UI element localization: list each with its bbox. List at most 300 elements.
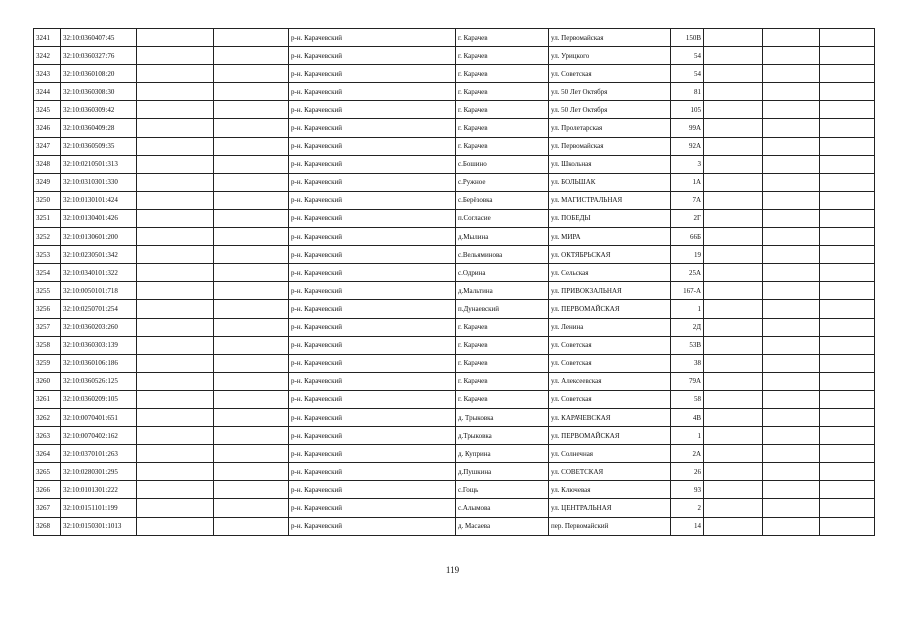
street-cell: ул. МИРА	[549, 228, 671, 246]
empty-cell	[704, 463, 763, 481]
table-row	[34, 282, 875, 300]
district-cell: р-н. Карачевский	[289, 119, 456, 137]
empty-cell	[137, 499, 214, 517]
settlement-cell: г. Карачев	[456, 372, 549, 390]
empty-cell	[763, 318, 820, 336]
table-row	[34, 336, 875, 354]
street-cell: ул. Советская	[549, 65, 671, 83]
settlement-cell: с.Алымова	[456, 499, 549, 517]
empty-cell	[763, 209, 820, 227]
empty-cell	[704, 445, 763, 463]
table-row	[34, 155, 875, 173]
street-cell: ул. ЦЕНТРАЛЬНАЯ	[549, 499, 671, 517]
page-number: 119	[445, 565, 460, 575]
empty-cell	[137, 209, 214, 227]
house-number-cell: 58	[671, 390, 704, 408]
table-row	[34, 481, 875, 499]
empty-cell	[214, 83, 289, 101]
empty-cell	[820, 517, 875, 535]
district-cell: р-н. Карачевский	[289, 517, 456, 535]
empty-cell	[214, 318, 289, 336]
district-cell: р-н. Карачевский	[289, 463, 456, 481]
empty-cell	[763, 65, 820, 83]
row-number-cell: 3251	[34, 209, 61, 227]
empty-cell	[137, 517, 214, 535]
empty-cell	[214, 264, 289, 282]
street-cell: ул. Советская	[549, 336, 671, 354]
row-number-cell: 3257	[34, 318, 61, 336]
street-cell: ул. Алексеевская	[549, 372, 671, 390]
empty-cell	[820, 372, 875, 390]
house-number-cell: 81	[671, 83, 704, 101]
street-cell: ул. ПЕРВОМАЙСКАЯ	[549, 427, 671, 445]
row-number-cell: 3264	[34, 445, 61, 463]
house-number-cell: 14	[671, 517, 704, 535]
empty-cell	[763, 47, 820, 65]
empty-cell	[763, 463, 820, 481]
settlement-cell: г. Карачев	[456, 101, 549, 119]
empty-cell	[704, 336, 763, 354]
empty-cell	[763, 155, 820, 173]
row-number-cell: 3261	[34, 390, 61, 408]
empty-cell	[704, 101, 763, 119]
district-cell: р-н. Карачевский	[289, 173, 456, 191]
empty-cell	[214, 445, 289, 463]
row-number-cell: 3250	[34, 191, 61, 209]
house-number-cell: 53В	[671, 336, 704, 354]
empty-cell	[137, 282, 214, 300]
district-cell: р-н. Карачевский	[289, 209, 456, 227]
empty-cell	[704, 173, 763, 191]
registry-table	[33, 28, 875, 536]
empty-cell	[820, 390, 875, 408]
empty-cell	[214, 119, 289, 137]
house-number-cell: 1А	[671, 173, 704, 191]
row-number-cell: 3256	[34, 300, 61, 318]
house-number-cell: 54	[671, 65, 704, 83]
empty-cell	[214, 101, 289, 119]
settlement-cell: с.Одрина	[456, 264, 549, 282]
empty-cell	[820, 47, 875, 65]
empty-cell	[820, 29, 875, 47]
empty-cell	[137, 445, 214, 463]
empty-cell	[137, 463, 214, 481]
street-cell: ул. Школьная	[549, 155, 671, 173]
empty-cell	[214, 47, 289, 65]
cadastral-number-cell: 32:10:0370101:263	[61, 445, 137, 463]
empty-cell	[820, 246, 875, 264]
cadastral-number-cell: 32:10:0360409:28	[61, 119, 137, 137]
house-number-cell: 4В	[671, 408, 704, 426]
empty-cell	[763, 517, 820, 535]
empty-cell	[137, 101, 214, 119]
empty-cell	[214, 137, 289, 155]
empty-cell	[214, 336, 289, 354]
row-number-cell: 3265	[34, 463, 61, 481]
empty-cell	[820, 354, 875, 372]
empty-cell	[704, 29, 763, 47]
empty-cell	[214, 481, 289, 499]
empty-cell	[704, 300, 763, 318]
empty-cell	[137, 390, 214, 408]
street-cell: ул. 50 Лет Октября	[549, 83, 671, 101]
settlement-cell: д.Мальтина	[456, 282, 549, 300]
cadastral-number-cell: 32:10:0130601:200	[61, 228, 137, 246]
cadastral-number-cell: 32:10:0360327:76	[61, 47, 137, 65]
street-cell: ул. Ленина	[549, 318, 671, 336]
empty-cell	[704, 155, 763, 173]
house-number-cell: 2Г	[671, 209, 704, 227]
empty-cell	[763, 119, 820, 137]
empty-cell	[820, 101, 875, 119]
table-row	[34, 228, 875, 246]
empty-cell	[820, 445, 875, 463]
empty-cell	[704, 264, 763, 282]
house-number-cell: 92А	[671, 137, 704, 155]
house-number-cell: 1	[671, 300, 704, 318]
row-number-cell: 3266	[34, 481, 61, 499]
settlement-cell: с.Бошино	[456, 155, 549, 173]
settlement-cell: д.Трыковка	[456, 427, 549, 445]
cadastral-number-cell: 32:10:0250701:254	[61, 300, 137, 318]
table-row	[34, 173, 875, 191]
empty-cell	[763, 191, 820, 209]
settlement-cell: д.Пушкина	[456, 463, 549, 481]
table-row	[34, 191, 875, 209]
empty-cell	[820, 137, 875, 155]
street-cell: ул. ПРИВОКЗАЛЬНАЯ	[549, 282, 671, 300]
cadastral-number-cell: 32:10:0050101:718	[61, 282, 137, 300]
empty-cell	[137, 173, 214, 191]
empty-cell	[214, 354, 289, 372]
table-row	[34, 29, 875, 47]
house-number-cell: 99А	[671, 119, 704, 137]
district-cell: р-н. Карачевский	[289, 83, 456, 101]
district-cell: р-н. Карачевский	[289, 29, 456, 47]
empty-cell	[214, 282, 289, 300]
settlement-cell: д. Куприна	[456, 445, 549, 463]
settlement-cell: д. Масаева	[456, 517, 549, 535]
cadastral-number-cell: 32:10:0310301:330	[61, 173, 137, 191]
empty-cell	[137, 300, 214, 318]
settlement-cell: с.Ружное	[456, 173, 549, 191]
empty-cell	[763, 372, 820, 390]
empty-cell	[763, 499, 820, 517]
empty-cell	[137, 318, 214, 336]
empty-cell	[763, 481, 820, 499]
empty-cell	[137, 119, 214, 137]
settlement-cell: с.Гощь	[456, 481, 549, 499]
empty-cell	[137, 155, 214, 173]
empty-cell	[214, 517, 289, 535]
empty-cell	[214, 390, 289, 408]
settlement-cell: г. Карачев	[456, 29, 549, 47]
empty-cell	[214, 463, 289, 481]
settlement-cell: д.Мылина	[456, 228, 549, 246]
empty-cell	[137, 29, 214, 47]
empty-cell	[704, 137, 763, 155]
empty-cell	[763, 427, 820, 445]
settlement-cell: д. Трыковка	[456, 408, 549, 426]
row-number-cell: 3258	[34, 336, 61, 354]
district-cell: р-н. Карачевский	[289, 300, 456, 318]
row-number-cell: 3267	[34, 499, 61, 517]
table-row	[34, 463, 875, 481]
empty-cell	[763, 282, 820, 300]
empty-cell	[214, 65, 289, 83]
cadastral-number-cell: 32:10:0360509:35	[61, 137, 137, 155]
empty-cell	[704, 481, 763, 499]
row-number-cell: 3242	[34, 47, 61, 65]
table-row	[34, 318, 875, 336]
house-number-cell: 26	[671, 463, 704, 481]
row-number-cell: 3248	[34, 155, 61, 173]
empty-cell	[704, 47, 763, 65]
empty-cell	[137, 47, 214, 65]
row-number-cell: 3253	[34, 246, 61, 264]
cadastral-number-cell: 32:10:0130101:424	[61, 191, 137, 209]
district-cell: р-н. Карачевский	[289, 47, 456, 65]
empty-cell	[214, 300, 289, 318]
street-cell: ул. Сельская	[549, 264, 671, 282]
row-number-cell: 3247	[34, 137, 61, 155]
empty-cell	[820, 499, 875, 517]
street-cell: ул. ПОБЕДЫ	[549, 209, 671, 227]
district-cell: р-н. Карачевский	[289, 65, 456, 83]
cadastral-number-cell: 32:10:0150301:1013	[61, 517, 137, 535]
settlement-cell: г. Карачев	[456, 47, 549, 65]
empty-cell	[214, 499, 289, 517]
district-cell: р-н. Карачевский	[289, 336, 456, 354]
table-row	[34, 300, 875, 318]
empty-cell	[137, 228, 214, 246]
empty-cell	[763, 300, 820, 318]
house-number-cell: 2	[671, 499, 704, 517]
empty-cell	[137, 336, 214, 354]
table-row	[34, 101, 875, 119]
cadastral-number-cell: 32:10:0151101:199	[61, 499, 137, 517]
street-cell: ул. Советская	[549, 390, 671, 408]
district-cell: р-н. Карачевский	[289, 228, 456, 246]
table-row	[34, 65, 875, 83]
empty-cell	[820, 209, 875, 227]
empty-cell	[704, 517, 763, 535]
street-cell: ул. БОЛЬШАК	[549, 173, 671, 191]
empty-cell	[820, 427, 875, 445]
table-row	[34, 408, 875, 426]
house-number-cell: 1	[671, 427, 704, 445]
district-cell: р-н. Карачевский	[289, 372, 456, 390]
empty-cell	[704, 372, 763, 390]
empty-cell	[763, 408, 820, 426]
empty-cell	[137, 246, 214, 264]
table-row	[34, 137, 875, 155]
empty-cell	[820, 318, 875, 336]
empty-cell	[137, 191, 214, 209]
house-number-cell: 93	[671, 481, 704, 499]
table-row	[34, 209, 875, 227]
street-cell: ул. МАГИСТРАЛЬНАЯ	[549, 191, 671, 209]
district-cell: р-н. Карачевский	[289, 137, 456, 155]
settlement-cell: г. Карачев	[456, 83, 549, 101]
empty-cell	[763, 445, 820, 463]
row-number-cell: 3249	[34, 173, 61, 191]
empty-cell	[214, 155, 289, 173]
empty-cell	[137, 83, 214, 101]
row-number-cell: 3252	[34, 228, 61, 246]
settlement-cell: п.Дунаевский	[456, 300, 549, 318]
empty-cell	[763, 101, 820, 119]
table-row	[34, 372, 875, 390]
district-cell: р-н. Карачевский	[289, 481, 456, 499]
house-number-cell: 167-А	[671, 282, 704, 300]
empty-cell	[820, 228, 875, 246]
row-number-cell: 3263	[34, 427, 61, 445]
house-number-cell: 38	[671, 354, 704, 372]
empty-cell	[763, 173, 820, 191]
district-cell: р-н. Карачевский	[289, 191, 456, 209]
table-row	[34, 354, 875, 372]
cadastral-number-cell: 32:10:0360309:42	[61, 101, 137, 119]
cadastral-number-cell: 32:10:0230501:342	[61, 246, 137, 264]
empty-cell	[137, 354, 214, 372]
empty-cell	[820, 65, 875, 83]
empty-cell	[214, 29, 289, 47]
district-cell: р-н. Карачевский	[289, 499, 456, 517]
empty-cell	[763, 246, 820, 264]
table-row	[34, 47, 875, 65]
table-row	[34, 390, 875, 408]
cadastral-number-cell: 32:10:0210501:313	[61, 155, 137, 173]
district-cell: р-н. Карачевский	[289, 246, 456, 264]
table-row	[34, 445, 875, 463]
district-cell: р-н. Карачевский	[289, 264, 456, 282]
settlement-cell: г. Карачев	[456, 65, 549, 83]
cadastral-number-cell: 32:10:0360203:260	[61, 318, 137, 336]
house-number-cell: 19	[671, 246, 704, 264]
empty-cell	[820, 119, 875, 137]
cadastral-number-cell: 32:10:0360209:105	[61, 390, 137, 408]
empty-cell	[137, 427, 214, 445]
house-number-cell: 25А	[671, 264, 704, 282]
empty-cell	[820, 300, 875, 318]
house-number-cell: 54	[671, 47, 704, 65]
empty-cell	[820, 173, 875, 191]
empty-cell	[214, 209, 289, 227]
empty-cell	[214, 246, 289, 264]
row-number-cell: 3241	[34, 29, 61, 47]
table-row	[34, 83, 875, 101]
empty-cell	[820, 155, 875, 173]
row-number-cell: 3244	[34, 83, 61, 101]
empty-cell	[704, 499, 763, 517]
row-number-cell: 3255	[34, 282, 61, 300]
empty-cell	[704, 65, 763, 83]
empty-cell	[820, 264, 875, 282]
empty-cell	[820, 191, 875, 209]
row-number-cell: 3254	[34, 264, 61, 282]
empty-cell	[214, 173, 289, 191]
street-cell: ул. КАРАЧЕВСКАЯ	[549, 408, 671, 426]
cadastral-number-cell: 32:10:0360303:139	[61, 336, 137, 354]
row-number-cell: 3260	[34, 372, 61, 390]
district-cell: р-н. Карачевский	[289, 155, 456, 173]
district-cell: р-н. Карачевский	[289, 390, 456, 408]
empty-cell	[704, 209, 763, 227]
house-number-cell: 7А	[671, 191, 704, 209]
house-number-cell: 3	[671, 155, 704, 173]
empty-cell	[214, 427, 289, 445]
empty-cell	[214, 372, 289, 390]
empty-cell	[763, 390, 820, 408]
street-cell: ул. Солнечная	[549, 445, 671, 463]
empty-cell	[704, 191, 763, 209]
empty-cell	[137, 65, 214, 83]
table-row	[34, 119, 875, 137]
street-cell: ул. 50 Лет Октября	[549, 101, 671, 119]
street-cell: ул. Первомайская	[549, 137, 671, 155]
empty-cell	[820, 336, 875, 354]
settlement-cell: г. Карачев	[456, 354, 549, 372]
district-cell: р-н. Карачевский	[289, 101, 456, 119]
cadastral-number-cell: 32:10:0340101:322	[61, 264, 137, 282]
empty-cell	[137, 408, 214, 426]
settlement-cell: п.Согласие	[456, 209, 549, 227]
empty-cell	[704, 390, 763, 408]
empty-cell	[137, 137, 214, 155]
cadastral-number-cell: 32:10:0101301:222	[61, 481, 137, 499]
cadastral-number-cell: 32:10:0070402:162	[61, 427, 137, 445]
row-number-cell: 3246	[34, 119, 61, 137]
house-number-cell: 66Б	[671, 228, 704, 246]
street-cell: ул. Пролетарская	[549, 119, 671, 137]
district-cell: р-н. Карачевский	[289, 445, 456, 463]
house-number-cell: 79А	[671, 372, 704, 390]
street-cell: ул. Ключевая	[549, 481, 671, 499]
empty-cell	[137, 481, 214, 499]
settlement-cell: с.Вельяминова	[456, 246, 549, 264]
table-row	[34, 264, 875, 282]
empty-cell	[763, 137, 820, 155]
empty-cell	[704, 427, 763, 445]
empty-cell	[704, 83, 763, 101]
district-cell: р-н. Карачевский	[289, 318, 456, 336]
district-cell: р-н. Карачевский	[289, 408, 456, 426]
cadastral-number-cell: 32:10:0360106:186	[61, 354, 137, 372]
empty-cell	[214, 408, 289, 426]
empty-cell	[820, 83, 875, 101]
house-number-cell: 105	[671, 101, 704, 119]
empty-cell	[704, 354, 763, 372]
house-number-cell: 2А	[671, 445, 704, 463]
row-number-cell: 3259	[34, 354, 61, 372]
settlement-cell: г. Карачев	[456, 318, 549, 336]
street-cell: ул. СОВЕТСКАЯ	[549, 463, 671, 481]
empty-cell	[763, 264, 820, 282]
row-number-cell: 3268	[34, 517, 61, 535]
table-row	[34, 246, 875, 264]
empty-cell	[763, 354, 820, 372]
house-number-cell: 2Д	[671, 318, 704, 336]
empty-cell	[763, 336, 820, 354]
district-cell: р-н. Карачевский	[289, 282, 456, 300]
settlement-cell: г. Карачев	[456, 336, 549, 354]
street-cell: ул. Советская	[549, 354, 671, 372]
cadastral-number-cell: 32:10:0130401:426	[61, 209, 137, 227]
empty-cell	[704, 246, 763, 264]
street-cell: ул. ОКТЯБРЬСКАЯ	[549, 246, 671, 264]
empty-cell	[137, 372, 214, 390]
